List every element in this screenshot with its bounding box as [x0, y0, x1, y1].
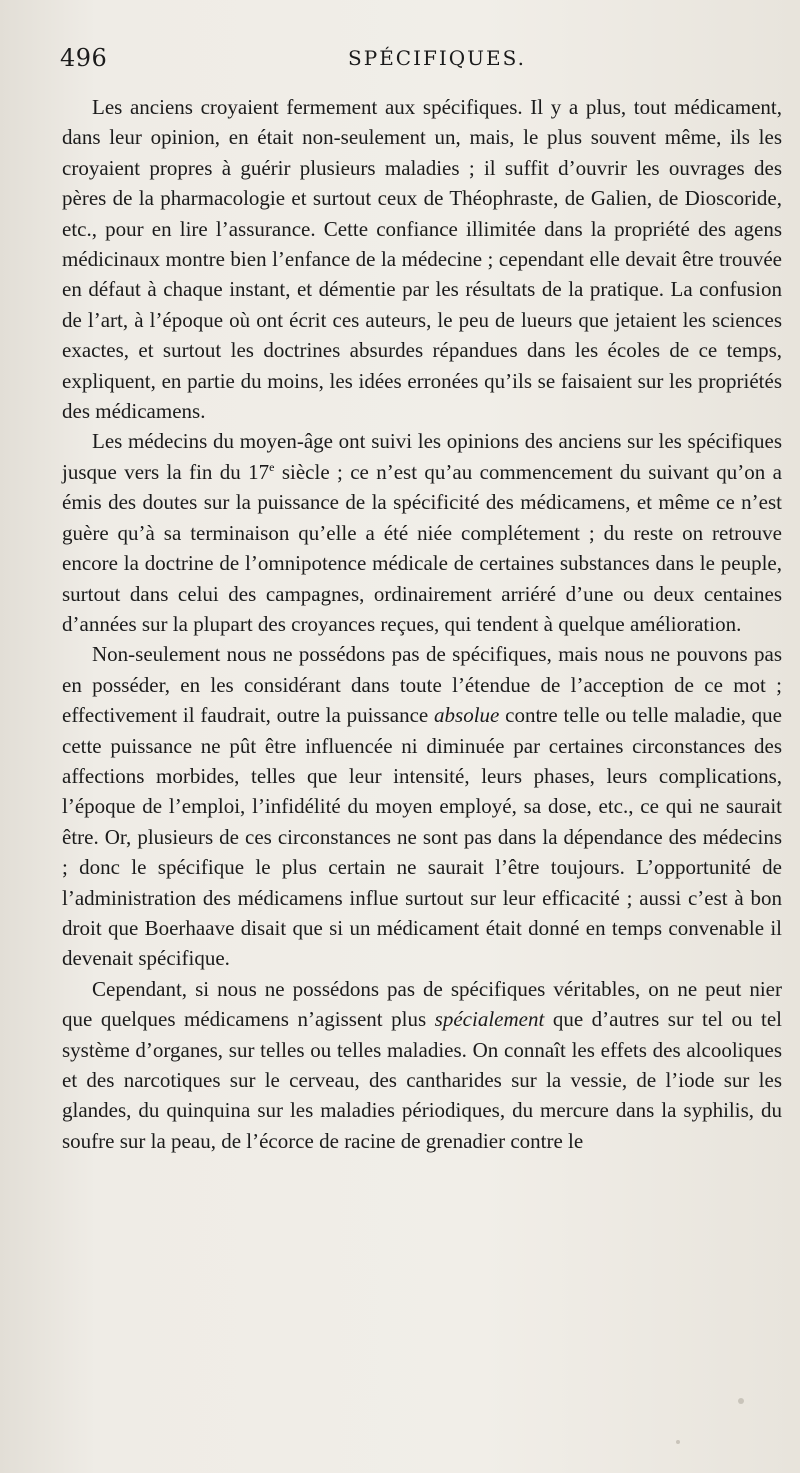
- paragraph-3: [62, 639, 782, 973]
- paragraph-4-text-a: Cependant, si nous ne possédons pas de spécifiques véritables, on ne peut nier que quelques médicamens n’agissent plus: [62, 976, 782, 1032]
- running-title: SPÉCIFIQUES.: [348, 46, 526, 70]
- paragraph-1-text: Les anciens croyaient fermement aux spécifiques. Il y a plus, tout médicament, dans leur opinion, en était non-seulement un, mais, le plus souvent même, ils les croyaient propres à guérir plusieurs maladies ; il suffit d’ouvrir les ouvrages des pères de la pharmacologie et surtout ceux de Théophraste, de Galien, de Dioscoride, etc., pour en lire l’assurance. Cette confiance illimitée dans la propriété des agens médicinaux montre bien l’enfance de la médecine ; cependant elle devait être trouvée en défaut à chaque instant, et démentie par les résultats de la pratique. La confusion de l’art, à l’époque où ont écrit ces auteurs, le peu de lueurs que jetaient les sciences exactes, et surtout les doctrines absurdes répandues dans les écoles de ce temps, expliquent, en partie du moins, les idées erronées qu’ils se faisaient sur les propriétés des médicamens.: [62, 95, 782, 424]
- italic-absolue: absolue: [434, 703, 500, 728]
- paragraph-4: [62, 974, 782, 1156]
- paragraph-1: [62, 92, 782, 426]
- page-header: [62, 44, 782, 84]
- paragraph-3-text-a: Non-seulement nous ne possédons pas de spécifiques, mais nous ne pouvons pas en posséder, en les considérant dans toute l’étendue de l’acception de ce mot ; effectivement il faudrait, outre la puissance: [62, 642, 782, 728]
- italic-specialement: spécialement: [434, 1007, 545, 1032]
- body-text: [62, 92, 782, 1156]
- paper-speck: [676, 1440, 680, 1444]
- paragraph-3-text-b: contre telle ou telle maladie, que cette puissance ne pût être influencée ni diminuée par certaines circonstances des affections morbides, telles que leur intensité, leurs phases, leurs complications, l’époque de l’emploi, l’infidélité du moyen employé, sa dose, etc., ce qui ne saurait être. Or, plusieurs de ces circonstances ne sont pas dans la dépendance des médecins ; donc le spécifique le plus certain ne saurait l’être toujours. L’opportunité de l’administration des médicamens influe surtout sur leur efficacité ; aussi c’est à bon droit que Boerhaave disait que si un médicament était donné en temps convenable il devenait spécifique.: [62, 703, 782, 971]
- paragraph-2-text-a: Les médecins du moyen-âge ont suivi les opinions des anciens sur les spécifiques jusque vers la fin du 17: [62, 429, 782, 484]
- century-superscript: e: [269, 459, 275, 474]
- page-number: 496: [60, 44, 108, 72]
- paragraph-4-text-b: que d’autres sur tel ou tel système d’organes, sur telles ou telles maladies. On connaît les effets des alcooliques et des narcotiques sur le cerveau, des cantharides sur la vessie, de l’iode sur les glandes, du quinquina sur les maladies périodiques, du mercure dans la syphilis, du soufre sur la peau, de l’écorce de racine de grenadier contre le: [62, 1007, 782, 1153]
- paper-speck: [738, 1398, 744, 1404]
- paragraph-2-text-b: siècle ; ce n’est qu’au commencement du suivant qu’on a émis des doutes sur la puissance de la spécificité des médicamens, et même ce n’est guère qu’à sa terminaison qu’elle a été niée complétement ; du reste on retrouve encore la doctrine de l’omnipotence médicale de certaines substances dans le peuple, surtout dans celui des campagnes, ordinairement arriéré d’une ou deux centaines d’années sur la plupart des croyances reçues, qui tendent à quelque amélioration.: [62, 459, 782, 636]
- paragraph-2: [62, 426, 782, 639]
